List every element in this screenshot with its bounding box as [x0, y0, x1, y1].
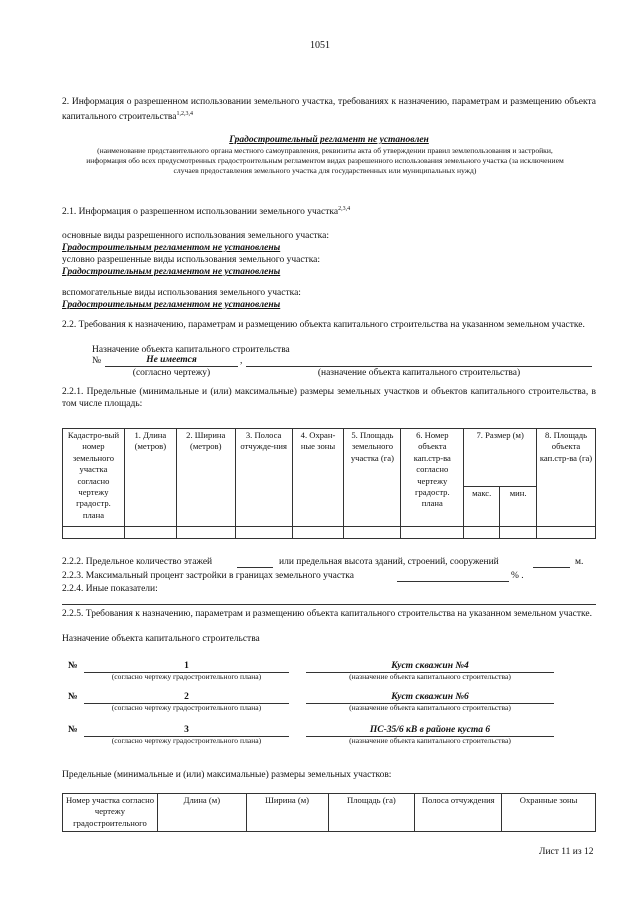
s22-heading: 2.2. Требования к назначению, параметрам и размещению объекта капитального строительства на указанном земельном участке.	[62, 320, 585, 330]
s22-num-value: Не имеется	[146, 355, 197, 365]
object-2-name-caption: (назначение объекта капитального строительства)	[349, 703, 511, 712]
table-cell	[464, 527, 500, 539]
s221-header-zones: 4. Охран-ные зоны	[292, 429, 344, 527]
s225-purpose-label: Назначение объекта капитального строительства	[62, 634, 260, 644]
s221-header-size: 7. Размер (м)	[464, 429, 537, 487]
s21-main-value: Градостроительным регламентом не установлены	[62, 243, 281, 253]
limits-table	[62, 793, 596, 832]
object-2-name: Куст скважин №6	[391, 692, 469, 702]
object-1-num-sign: №	[68, 661, 78, 671]
limits-header-strip: Полоса отчуждения	[415, 794, 502, 832]
s222-label-a: 2.2.2. Предельное количество этажей	[62, 557, 213, 567]
s221-header-object-area: 8. Площадь объекта кап.стр-ва (га)	[537, 429, 596, 527]
s223-unit: % .	[511, 571, 524, 581]
object-2-num: 2	[184, 692, 189, 702]
s21-cond-label: условно разрешенные виды использования земельного участка:	[62, 255, 321, 265]
object-3-name-caption: (назначение объекта капитального строительства)	[349, 736, 511, 745]
s21-heading-sup: 2,3,4	[338, 206, 351, 212]
s21-cond-value: Градостроительным регламентом не установлены	[62, 267, 281, 277]
s221-header-length: 1. Длина (метров)	[124, 429, 176, 527]
object-3-num-caption: (согласно чертежу градостроительного плана)	[111, 736, 262, 745]
limits-header-length: Длина (м)	[157, 794, 246, 832]
s221-sub-max: макс.	[464, 487, 500, 527]
limits-header-zones: Охранные зоны	[502, 794, 596, 832]
s224-label: 2.2.4. Иные показатели:	[62, 584, 158, 594]
s225-heading: 2.2.5. Требования к назначению, параметрам и размещению объекта капитального строительства на указанном земельном участке.	[62, 609, 593, 619]
limits-header-area: Площадь (га)	[328, 794, 415, 832]
table-cell	[537, 527, 596, 539]
s221-table	[62, 428, 596, 539]
section-2-heading-sup: 1,2,3,4	[176, 111, 193, 117]
s21-heading-text: 2.1. Информация о разрешенном использовании земельного участка	[62, 207, 339, 218]
object-3-num: 3	[184, 725, 189, 735]
object-1-name: Куст скважин №4	[391, 661, 469, 671]
s221-heading: 2.2.1. Предельные (минимальные и (или) максимальные) размеры земельных участков и объектов капитального строительства, в том числе площадь:	[62, 387, 596, 409]
s21-aux-value: Градостроительным регламентом не установлены	[62, 300, 281, 310]
page-number: 1051	[310, 40, 330, 51]
table-cell	[235, 527, 292, 539]
reglament-title: Градостроительный регламент не установлен	[229, 135, 429, 145]
footer-sheet: Лист 11 из 12	[539, 847, 594, 857]
table-cell	[124, 527, 176, 539]
s22-num-sign: №	[92, 356, 102, 366]
table-cell	[344, 527, 401, 539]
object-1-num: 1	[184, 661, 189, 671]
s221-header-strip: 3. Полоса отчужде-ния	[235, 429, 292, 527]
section-2-heading-text: 2. Информация о разрешенном использовании земельного участка, требованиях к назначению, параметрам и размещению объекта капитального строительства	[62, 97, 596, 123]
s221-header-width: 2. Ширина (метров)	[176, 429, 235, 527]
s22-purpose-label: Назначение объекта капитального строительства	[92, 345, 290, 355]
limits-header-number: Номер участка согласно чертежу градостроительного	[63, 794, 158, 832]
object-1-num-caption: (согласно чертежу градостроительного плана)	[111, 672, 262, 681]
object-2-num-caption: (согласно чертежу градостроительного плана)	[111, 703, 262, 712]
section-2-heading	[62, 96, 596, 123]
s222-label-b: или предельная высота зданий, строений, сооружений	[279, 557, 499, 567]
table-cell	[292, 527, 344, 539]
s21-aux-label: вспомогательные виды использования земельного участка:	[62, 288, 301, 298]
object-3-name: ПС-35/6 кВ в районе куста 6	[369, 725, 491, 735]
s22-name-caption: (назначение объекта капитального строительства)	[317, 368, 521, 378]
table-cell	[401, 527, 464, 539]
s222-floors-line	[237, 567, 273, 568]
s21-heading	[62, 203, 350, 218]
object-2-num-sign: №	[68, 692, 78, 702]
limits-header-width: Ширина (м)	[246, 794, 328, 832]
object-1-name-caption: (назначение объекта капитального строительства)	[349, 672, 511, 681]
s22-comma: ,	[240, 356, 243, 366]
s221-sub-min: мин.	[500, 487, 537, 527]
s21-main-label: основные виды разрешенного использования земельного участка:	[62, 231, 330, 241]
table-cell	[176, 527, 235, 539]
s221-header-object-number: 6. Номер объекта кап.стр-ва согласно чертежу градостр. плана	[401, 429, 464, 527]
s223-label: 2.2.3. Максимальный процент застройки в границах земельного участка	[62, 571, 354, 581]
limits-heading: Предельные (минимальные и (или) максимальные) размеры земельных участков:	[62, 770, 392, 780]
s221-header-area: 5. Площадь земельного участка (га)	[344, 429, 401, 527]
table-cell	[63, 527, 125, 539]
object-3-num-sign: №	[68, 725, 78, 735]
s222-height-line	[533, 567, 570, 568]
s222-unit: м.	[575, 557, 584, 567]
reglament-note: (наименование представительного органа местного самоуправления, реквизиты акта об утверждении правил землепользования и застройки, информация обо всех предусмотренных градостроительным регламентом видах разрешенного использования земельного участка (за исключением случаев предоставления земельного участка для государственных или муниципальных нужд)	[86, 146, 564, 175]
s22-num-caption: (согласно чертежу)	[132, 368, 211, 378]
s223-percent-line	[397, 581, 509, 582]
s224-line	[62, 604, 596, 605]
table-cell	[500, 527, 537, 539]
s221-header-cadastral: Кадастро-вый номер земельного участка согласно чертежу градостр. плана	[63, 429, 125, 527]
